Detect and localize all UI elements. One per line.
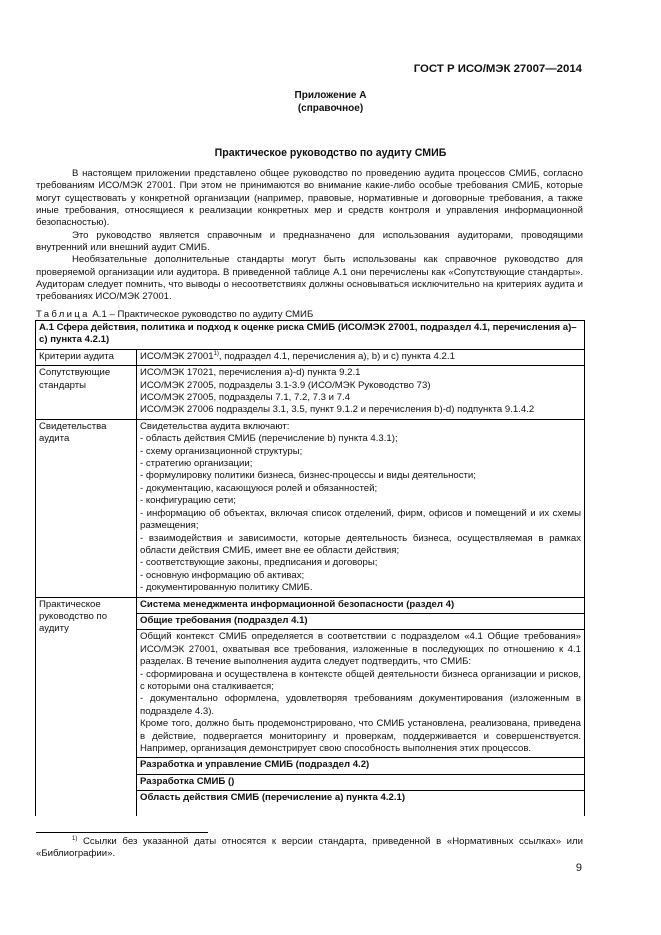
- guide-paragraph: - документально оформлена, удовлетворяя требованиям документирования (изложенным в подразделе 4.3).: [140, 693, 581, 717]
- guide-heading-development-management: Разработка и управление СМИБ (подраздел 4.2): [137, 758, 584, 774]
- footnote-text: Ссылки без указанной даты относятся к версии стандарта, приведенной в «Нормативных ссылках» или «Библиографии».: [36, 836, 583, 860]
- evidence-item: Свидетельства аудита включают:: [140, 420, 290, 432]
- evidence-item: - схему организационной структуры;: [140, 445, 303, 457]
- footnote-mark: 1): [72, 836, 78, 842]
- evidence-item: - взаимодействия и зависимости, которые деятельность бизнеса, осуществляемая в рамках области действия СМИБ, имеет вне ее области действия;: [140, 532, 581, 556]
- row-label: Свидетельства аудита: [36, 420, 137, 597]
- guide-paragraph: Кроме того, должно быть продемонстрировано, что СМИБ установлена, реализована, приведена в действие, подвергается мониторингу и проверкам, поддерживается и совершенствуется. Например, организация демонстрирует свою способность выполнения этих процессов.: [140, 718, 581, 754]
- row-label: Практическое руководство по аудиту: [36, 598, 137, 816]
- evidence-item: - документацию, касающуюся ролей и обязанностей;: [140, 482, 378, 494]
- evidence-item: - информацию об объектах, включая список отделений, фирм, офисов и помещений и их схемы размещения;: [140, 507, 581, 532]
- guide-heading-isms: Система менеджмента информационной безопасности (раздел 4): [137, 598, 584, 614]
- standard-reference: ИСО/МЭК 17021, перечисления a)-d) пункта 9.2.1: [140, 367, 361, 379]
- standard-reference: ИСО/МЭК 27005, подразделы 3.1-3.9 (ИСО/МЭК Руководство 73): [140, 379, 431, 391]
- document-title: Практическое руководство по аудиту СМИБ: [214, 147, 447, 159]
- evidence-item: - область действия СМИБ (перечисление b) пункта 4.3.1);: [140, 433, 398, 445]
- table-row-evidence: [36, 420, 584, 598]
- guide-heading-development: Разработка СМИБ (): [137, 775, 584, 791]
- row-value: [137, 366, 584, 419]
- footnote-separator: [36, 832, 208, 833]
- table-caption-label: Таблица: [36, 309, 90, 320]
- page-number: 9: [575, 862, 582, 874]
- footnote: [36, 836, 583, 861]
- table-row-practical-guide: [36, 598, 584, 816]
- standard-reference: ИСО/МЭК 27005, подразделы 7.1, 7.2, 7.3 и 7.4: [140, 392, 351, 404]
- table-section-header: А.1 Сфера действия, политика и подход к оценке риска СМИБ (ИСО/МЭК 27001, подраздел 4.1, перечисления а)–с) пункта 4.2.1): [39, 322, 577, 346]
- evidence-item: - документированную политику СМИБ.: [140, 582, 313, 594]
- guide-heading-general-requirements: Общие требования (подраздел 4.1): [137, 614, 584, 630]
- guide-paragraph: Общий контекст СМИБ определяется в соответствии с подразделом «4.1 Общие требования» ИСО/МЭК 27001, охватывая все требования, изложенные в последующих по отношению к 4.1 разделах. В течение выполнения аудита следует подтвердить, что СМИБ:: [140, 631, 581, 668]
- guide-heading-scope: Область действия СМИБ (перечисление a) пункта 4.2.1): [140, 792, 406, 804]
- practical-guide-sections: [137, 598, 584, 816]
- intro-paragraph: В настоящем приложении представлено общее руководство по проведению аудита процессов СМИБ, согласно требованиям ИСО/МЭК 27001. При этом не принимаются во внимание какие-либо особые требования СМИБ, которые могут существовать у конкретной организации (например, правовые, нормативные и договорные требования, а также иные требования, относящиеся к реализации конкретных мер и средств контроля и управления информационной безопасностью).: [36, 168, 583, 229]
- footnote-reference[interactable]: 1): [213, 350, 219, 357]
- guide-paragraph: - сформирована и осуществлена в контексте общей деятельности бизнеса организации и рисков, с которыми она сталкивается;: [140, 668, 581, 692]
- table-caption-text: А.1 – Практическое руководство по аудиту СМИБ: [92, 309, 314, 320]
- annex-title: Приложение А: [294, 90, 367, 101]
- annex-type: (справочное): [297, 102, 364, 114]
- table-row-related-standards: [36, 366, 584, 420]
- annex-heading: [0, 90, 661, 115]
- intro-section: [36, 168, 583, 304]
- standard-reference: ИСО/МЭК 27006 подразделы 3.1, 3.5, пункт 9.1.2 и перечисления b)-d) подпункта 9.1.4.2: [140, 404, 535, 416]
- row-label: Критерии аудита: [36, 350, 137, 365]
- intro-paragraph: Необязательные дополнительные стандарты могут быть использованы как справочное руководство для проверяемой организации или аудитора. В приведенной таблице А.1 они перечислены как «Сопутствующие стандарты». Аудиторам следует помнить, что выводы о несоответствиях должны основываться исключительно на критериях аудита и требованиях ИСО/МЭК 27001.: [36, 254, 583, 303]
- evidence-item: - основную информацию об активах;: [140, 569, 305, 581]
- audit-guide-table: [35, 320, 585, 816]
- row-label: Сопутствующие стандарты: [36, 366, 137, 419]
- row-value: [137, 350, 584, 365]
- row-value: [137, 420, 584, 597]
- standard-code-header: ГОСТ Р ИСО/МЭК 27007—2014: [413, 63, 582, 75]
- evidence-item: - конфигурацию сети;: [140, 495, 236, 507]
- evidence-item: - стратегию организации;: [140, 458, 253, 470]
- criteria-text: ИСО/МЭК 27001: [140, 350, 214, 362]
- criteria-text-cont: , подраздел 4.1, перечисления a), b) и c) пункта 4.2.1: [218, 350, 455, 362]
- intro-paragraph: Это руководство является справочным и предназначено для использования аудиторами, проводящими внутренний или внешний аудит СМИБ.: [36, 229, 583, 254]
- table-row-criteria: [36, 350, 584, 366]
- evidence-item: - формулировку политики бизнеса, бизнес-процессы и виды деятельности;: [140, 470, 476, 482]
- guide-text-general-context: [137, 630, 584, 758]
- table-section-header-row: [36, 321, 584, 350]
- evidence-item: - соответствующие законы, предписания и договоры;: [140, 557, 378, 569]
